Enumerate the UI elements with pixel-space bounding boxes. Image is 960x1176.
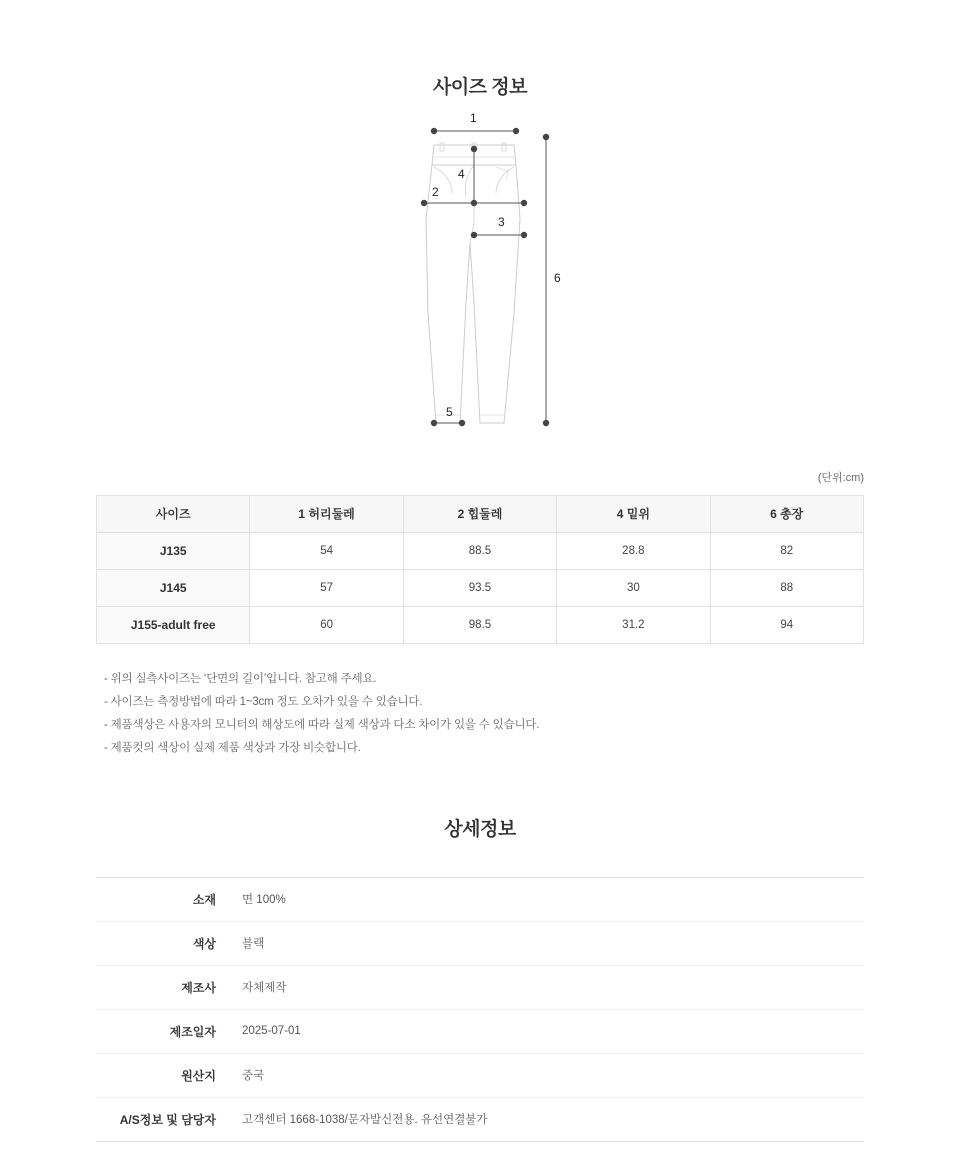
pants-illustration xyxy=(396,123,596,443)
dimension-label-6: 6 xyxy=(554,270,561,285)
detail-label: 제조일자 xyxy=(169,1024,216,1039)
table-row xyxy=(97,606,864,643)
detail-label: 제조사 xyxy=(181,980,216,995)
row-header-size: J145 xyxy=(97,569,250,606)
cell-waist: 54 xyxy=(250,532,403,569)
col-header-rise: 4 밑위 xyxy=(557,495,710,532)
cell-rise: 30 xyxy=(557,569,710,606)
detail-row xyxy=(96,921,864,965)
col-header-length: 6 총장 xyxy=(710,495,863,532)
detail-value: 면 100% xyxy=(242,894,286,907)
cell-hip: 98.5 xyxy=(403,606,556,643)
detail-value: 2025-07-01 xyxy=(242,1025,301,1038)
size-notes xyxy=(96,670,864,755)
note-item: - 제품컷의 색상이 실제 제품 색상과 가장 비슷합니다. xyxy=(104,741,361,754)
col-header-size: 사이즈 xyxy=(97,495,250,532)
table-header-row xyxy=(97,495,864,532)
detail-row xyxy=(96,1053,864,1097)
dimension-label-4: 4 xyxy=(458,166,465,181)
dimension-label-1: 1 xyxy=(470,110,477,125)
table-row xyxy=(97,532,864,569)
col-header-waist: 1 허리둘레 xyxy=(250,495,403,532)
cell-hip: 88.5 xyxy=(403,532,556,569)
dimension-label-2: 2 xyxy=(432,184,439,199)
note-item: - 사이즈는 측정방법에 따라 1~3cm 정도 오차가 있을 수 있습니다. xyxy=(104,695,423,708)
detail-row xyxy=(96,1009,864,1053)
note-item: - 위의 실측사이즈는 ‘단면의 길이’입니다. 참고해 주세요. xyxy=(104,672,377,685)
row-header-size: J155-adult free xyxy=(97,606,250,643)
cell-length: 88 xyxy=(710,569,863,606)
detail-label: 원산지 xyxy=(181,1068,216,1083)
row-header-size: J135 xyxy=(97,532,250,569)
col-header-hip: 2 힙둘레 xyxy=(403,495,556,532)
size-table xyxy=(96,495,864,644)
detail-row xyxy=(96,965,864,1009)
cell-length: 94 xyxy=(710,606,863,643)
cell-rise: 31.2 xyxy=(557,606,710,643)
size-info-title: 사이즈 정보 xyxy=(432,76,528,98)
dimension-label-3: 3 xyxy=(498,214,505,229)
detail-value: 블랙 xyxy=(242,938,265,951)
detail-value: 자체제작 xyxy=(242,982,287,995)
detail-value: 중국 xyxy=(242,1070,265,1083)
cell-waist: 57 xyxy=(250,569,403,606)
cell-hip: 93.5 xyxy=(403,569,556,606)
cell-length: 82 xyxy=(710,532,863,569)
detail-label: 소재 xyxy=(192,892,216,907)
dimension-label-5: 5 xyxy=(446,404,453,419)
detail-value: 고객센터 1668-1038/문자발신전용. 유선연결불가 xyxy=(242,1114,488,1127)
size-diagram xyxy=(0,110,960,463)
cell-rise: 28.8 xyxy=(557,532,710,569)
detail-row xyxy=(96,877,864,921)
detail-label: A/S정보 및 담당자 xyxy=(119,1112,216,1127)
cell-waist: 60 xyxy=(250,606,403,643)
detail-info-title: 상세정보 xyxy=(444,818,516,840)
table-row xyxy=(97,569,864,606)
note-item: - 제품색상은 사용자의 모니터의 해상도에 따라 실제 색상과 다소 차이가 있을 수 있습니다. xyxy=(104,718,540,731)
product-detail-page xyxy=(0,16,960,1176)
detail-row xyxy=(96,1097,864,1141)
detail-info-table xyxy=(96,877,864,1142)
unit-note: (단위:cm) xyxy=(817,471,864,484)
detail-label: 색상 xyxy=(192,936,216,951)
